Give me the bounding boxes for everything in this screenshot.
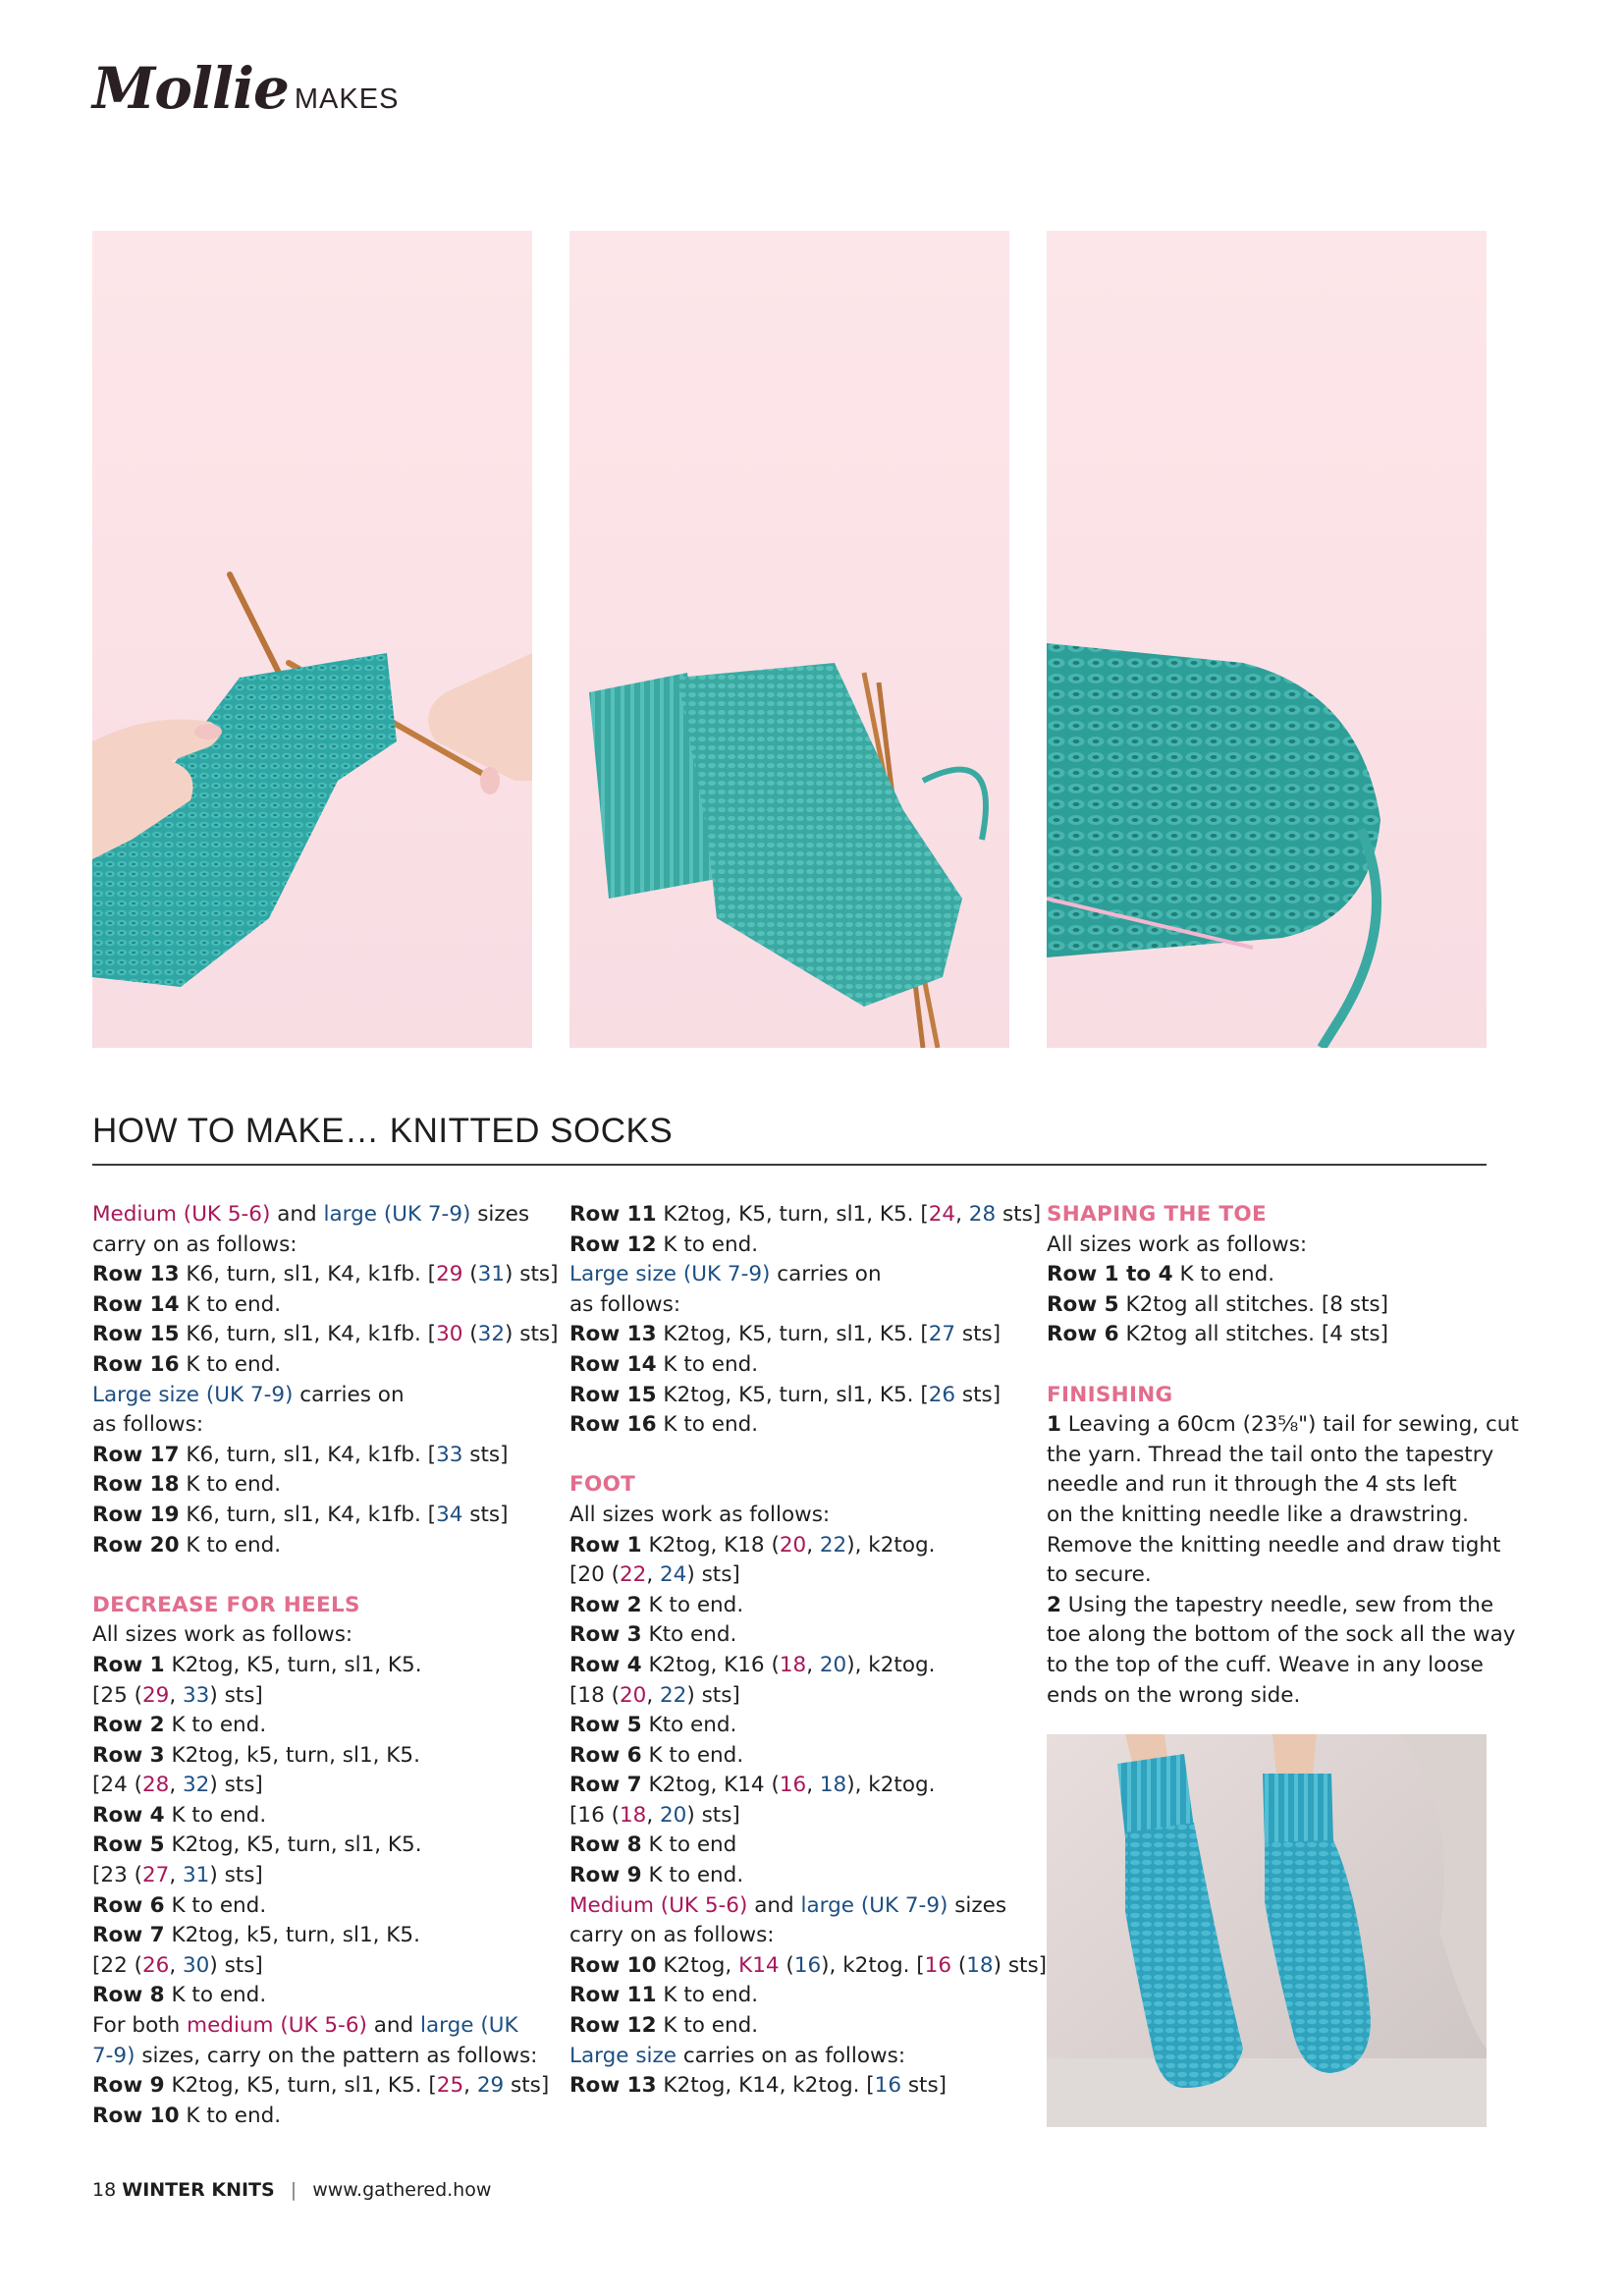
pattern-text: K to end.: [179, 2103, 282, 2128]
pattern-text: K2tog, K5, turn, sl1, K5. [: [656, 1322, 929, 1347]
pattern-text: K to end.: [656, 1351, 759, 1377]
pattern-text: ), k2tog.: [846, 1773, 936, 1798]
pattern-text: 16: [874, 2073, 902, 2099]
pattern-text: K to end.: [164, 1983, 267, 2008]
pattern-text: 22: [819, 1532, 847, 1558]
pattern-line: [569, 1711, 1011, 1741]
row-label: Row 19: [92, 1502, 180, 1527]
pattern-text: ,: [169, 1773, 183, 1798]
pattern-text: sizes: [470, 1202, 530, 1227]
pattern-text: 22: [660, 1682, 687, 1708]
pattern-text: 24: [660, 1562, 687, 1588]
pattern-text: 20: [779, 1532, 807, 1558]
section-heading: [569, 1470, 1011, 1501]
pattern-text: K to end.: [656, 2013, 759, 2039]
pattern-text: K to end.: [656, 1231, 759, 1257]
pattern-line: [1047, 1290, 1489, 1321]
row-label: Row 11: [569, 1202, 657, 1227]
pattern-text: K2tog, k5, turn, sl1, K5.: [164, 1742, 420, 1768]
pattern-line: [92, 1981, 534, 2011]
pattern-text: ,: [169, 1952, 183, 1978]
row-label: Row 6: [1047, 1322, 1119, 1347]
pattern-text: K2tog all stitches. [4 sts]: [1118, 1322, 1388, 1347]
row-label: Row 13: [569, 1322, 657, 1347]
photo-hands-knitting: [92, 231, 532, 1048]
pattern-text: Medium (UK 5-6): [569, 1892, 748, 1918]
pattern-text: All sizes work as follows:: [1047, 1231, 1308, 1257]
pattern-text: ,: [806, 1532, 820, 1558]
heading-text: SHAPING THE TOE: [1047, 1202, 1267, 1227]
pattern-line: [1047, 1681, 1489, 1712]
pattern-line: [92, 1891, 534, 1922]
pattern-line: [569, 1981, 1011, 2011]
pattern-text: K to end.: [641, 1863, 744, 1888]
pattern-text: Large size: [569, 2043, 677, 2068]
pattern-text: K6, turn, sl1, K4, k1fb. [: [179, 1442, 437, 1467]
pattern-text: ), k2tog. [: [821, 1952, 925, 1978]
pattern-line: [1047, 1560, 1489, 1591]
pattern-text: (: [462, 1322, 478, 1347]
pattern-text: large (UK 7-9): [323, 1202, 471, 1227]
pattern-text: 24: [928, 1202, 956, 1227]
pattern-line: [569, 1801, 1011, 1831]
row-label: Row 2: [569, 1592, 642, 1617]
pattern-line: [92, 1711, 534, 1741]
pattern-line: [92, 1951, 534, 1982]
heading-text: FINISHING: [1047, 1382, 1173, 1407]
pattern-text: sizes, carry on the pattern as follows:: [135, 2043, 538, 2068]
pattern-line: [569, 1320, 1011, 1350]
row-label: Row 3: [569, 1622, 642, 1648]
pattern-text: [23 (: [92, 1863, 142, 1888]
pattern-text: ,: [806, 1652, 820, 1677]
pattern-text: 30: [436, 1322, 463, 1347]
pattern-text: K2tog, K14 (: [641, 1773, 780, 1798]
pattern-text: K2tog, K5, turn, sl1, K5. [: [164, 2073, 437, 2099]
row-label: Row 1 to 4: [1047, 1262, 1173, 1287]
pattern-line: [1047, 1620, 1516, 1651]
pattern-text: (: [462, 1262, 478, 1287]
pattern-text: K to end: [641, 1832, 737, 1858]
row-label: Row 16: [92, 1351, 180, 1377]
pattern-text: 32: [477, 1322, 506, 1347]
section-heading: [92, 1591, 534, 1621]
pattern-text: carry on as follows:: [569, 1923, 775, 1948]
pattern-text: 18: [819, 1773, 847, 1798]
pattern-text: Using the tapestry needle, sew from the: [1060, 1592, 1494, 1617]
pattern-text: 18: [779, 1652, 807, 1677]
pattern-text: ,: [806, 1773, 820, 1798]
pattern-line: [569, 1350, 1011, 1381]
pattern-line: [569, 1620, 1011, 1651]
pattern-line: [92, 1470, 534, 1501]
pattern-text: and: [366, 2013, 421, 2039]
pattern-text: 33: [183, 1682, 210, 1708]
row-label: Row 13: [92, 1262, 180, 1287]
pattern-text: ) sts]: [686, 1802, 740, 1828]
pattern-text: [22 (: [92, 1952, 142, 1978]
pattern-text: 32: [183, 1773, 210, 1798]
pattern-text: needle and run it through the 4 sts left: [1047, 1472, 1457, 1498]
pattern-line: [92, 2102, 534, 2132]
photo-feet-wearing-socks: [1047, 1734, 1487, 2127]
pattern-text: K to end.: [179, 1472, 282, 1498]
pattern-line: [569, 2042, 1011, 2072]
pattern-text: on the knitting needle like a drawstring.: [1047, 1502, 1469, 1527]
pattern-line: [92, 1801, 534, 1831]
pattern-text: sts]: [901, 2073, 947, 2099]
row-label: Row 14: [92, 1291, 180, 1317]
pattern-line: [569, 1831, 1011, 1861]
pattern-text: [25 (: [92, 1682, 142, 1708]
pattern-text: ,: [169, 1682, 183, 1708]
row-label: Row 7: [569, 1773, 642, 1798]
pattern-text: K6, turn, sl1, K4, k1fb. [: [179, 1262, 437, 1287]
row-label: Row 18: [92, 1472, 180, 1498]
row-label: Row 12: [569, 1231, 657, 1257]
row-label: Row 4: [92, 1802, 165, 1828]
heading-text: FOOT: [569, 1472, 636, 1498]
page-number: 18: [92, 2179, 117, 2201]
pattern-line: [1047, 1230, 1489, 1261]
pattern-text: ) sts]: [209, 1863, 263, 1888]
pattern-text: K14: [738, 1952, 780, 1978]
pattern-text: 27: [141, 1863, 170, 1888]
pattern-text: K2tog all stitches. [8 sts]: [1118, 1291, 1388, 1317]
pattern-line: [569, 1681, 1011, 1712]
pattern-text: carries on: [293, 1382, 405, 1407]
pattern-line: [569, 1891, 1011, 1922]
pattern-line: [92, 1921, 534, 1951]
pattern-text: sts]: [504, 2073, 550, 2099]
section-heading: [1047, 1200, 1489, 1230]
pattern-text: K2tog, K5, turn, sl1, K5. [: [656, 1202, 929, 1227]
pattern-text: All sizes work as follows:: [92, 1622, 353, 1648]
pattern-line: [569, 1200, 1042, 1230]
row-label: Row 9: [569, 1863, 642, 1888]
pattern-text: 34: [436, 1502, 463, 1527]
row-label: Row 1: [92, 1652, 165, 1677]
row-label: Row 10: [569, 1952, 657, 1978]
pattern-line: [92, 1531, 534, 1561]
pattern-text: the yarn. Thread the tail onto the tapestry: [1047, 1442, 1494, 1467]
pattern-text: K2tog, K5, turn, sl1, K5.: [164, 1652, 422, 1677]
pattern-text: ) sts]: [505, 1262, 559, 1287]
brand-logo: [92, 55, 399, 122]
row-label: Row 20: [92, 1532, 180, 1558]
pattern-text: and: [747, 1892, 801, 1918]
pattern-text: K to end.: [1172, 1262, 1275, 1287]
pattern-line: [92, 1741, 534, 1772]
pattern-text: ,: [646, 1562, 660, 1588]
pattern-text: K2tog, k5, turn, sl1, K5.: [164, 1923, 420, 1948]
pattern-line: [569, 1501, 1011, 1531]
pattern-line: [92, 1681, 534, 1712]
pattern-line: [569, 1741, 1011, 1772]
pattern-text: 20: [660, 1802, 687, 1828]
pattern-line: [1047, 1410, 1519, 1441]
row-label: Row 16: [569, 1412, 657, 1438]
pattern-text: carries on: [770, 1262, 882, 1287]
pattern-line: [1047, 1441, 1494, 1471]
pattern-line: [92, 1350, 534, 1381]
pattern-text: 18: [619, 1802, 647, 1828]
pattern-line: [92, 1381, 534, 1411]
pattern-line: [92, 1260, 559, 1290]
pattern-text: (: [779, 1952, 794, 1978]
pattern-text: 20: [819, 1652, 847, 1677]
pattern-text: sts]: [955, 1382, 1001, 1407]
row-label: Row 12: [569, 2013, 657, 2039]
row-label: Row 15: [92, 1322, 180, 1347]
pattern-line: [92, 2071, 550, 2102]
pattern-line: [1047, 1470, 1489, 1501]
row-label: Row 6: [569, 1742, 642, 1768]
pattern-line: [92, 1620, 534, 1651]
pattern-line: [92, 1290, 534, 1321]
row-label: 2: [1047, 1592, 1061, 1617]
pattern-text: sts]: [462, 1502, 509, 1527]
pattern-line: [569, 1560, 1011, 1591]
row-label: Row 1: [569, 1532, 642, 1558]
pattern-text: sts]: [462, 1442, 509, 1467]
pattern-text: 18: [966, 1952, 994, 1978]
row-label: Row 14: [569, 1351, 657, 1377]
pattern-line: [92, 2042, 538, 2072]
row-label: Row 8: [569, 1832, 642, 1858]
pattern-text: 29: [476, 2073, 505, 2099]
pattern-text: 26: [928, 1382, 956, 1407]
pattern-line: [1047, 1531, 1501, 1561]
pattern-text: K to end.: [179, 1532, 282, 1558]
pattern-line: [1047, 1591, 1494, 1621]
pattern-line: [92, 1320, 559, 1350]
row-label: Row 11: [569, 1983, 657, 2008]
pattern-text: ,: [463, 2073, 477, 2099]
pattern-text: All sizes work as follows:: [569, 1502, 831, 1527]
pattern-text: ,: [646, 1802, 660, 1828]
pattern-text: K2tog,: [656, 1952, 739, 1978]
pattern-line: [569, 1381, 1011, 1411]
pattern-text: 25: [436, 2073, 464, 2099]
pattern-text: 22: [619, 1562, 647, 1588]
row-label: Row 3: [92, 1742, 165, 1768]
pattern-text: 16: [793, 1952, 822, 1978]
pattern-text: K to end.: [656, 1412, 759, 1438]
section-heading: [1047, 1381, 1489, 1411]
pattern-text: ) sts]: [686, 1562, 740, 1588]
pattern-line: [569, 1771, 1011, 1801]
pattern-text: ) sts]: [993, 1952, 1048, 1978]
pattern-text: [18 (: [569, 1682, 620, 1708]
pattern-text: Leaving a 60cm (23⅝") tail for sewing, cut: [1060, 1412, 1519, 1438]
pattern-line: [92, 1200, 534, 1230]
pattern-line: [569, 1260, 1011, 1290]
page-footer: [92, 2179, 491, 2201]
pattern-line: [569, 1951, 1048, 1982]
pattern-text: ) sts]: [209, 1952, 263, 1978]
row-label: Row 13: [569, 2073, 657, 2099]
pattern-text: K to end.: [164, 1802, 267, 1828]
pattern-text: 27: [928, 1322, 956, 1347]
column-3: [1047, 1200, 1519, 1711]
pattern-text: K to end.: [641, 1742, 744, 1768]
pattern-text: medium (UK 5-6): [187, 2013, 367, 2039]
column-1: [92, 1200, 559, 2131]
pattern-text: K to end.: [164, 1892, 267, 1918]
pattern-text: to the top of the cuff. Weave in any loose: [1047, 1652, 1484, 1677]
pattern-text: sizes: [947, 1892, 1007, 1918]
pattern-text: ,: [955, 1202, 969, 1227]
pattern-line: [569, 2011, 1011, 2042]
pattern-text: 7-9): [92, 2043, 135, 2068]
pattern-text: 31: [477, 1262, 506, 1287]
pattern-text: [20 (: [569, 1562, 620, 1588]
pattern-text: [16 (: [569, 1802, 620, 1828]
pattern-text: 16: [779, 1773, 807, 1798]
pattern-text: ) sts]: [505, 1322, 559, 1347]
row-label: Row 5: [1047, 1291, 1119, 1317]
paragraph-gap: [569, 1441, 1011, 1471]
pattern-line: [569, 1921, 1011, 1951]
title-rule: [92, 1164, 1487, 1166]
pattern-text: K2tog, K16 (: [641, 1652, 780, 1677]
pattern-text: as follows:: [92, 1412, 204, 1438]
pattern-text: K2tog, K18 (: [641, 1532, 780, 1558]
paragraph-gap: [92, 1560, 534, 1591]
row-label: Row 4: [569, 1652, 642, 1677]
pattern-text: large (UK: [420, 2013, 518, 2039]
pattern-line: [569, 1230, 1011, 1261]
pattern-text: K6, turn, sl1, K4, k1fb. [: [179, 1502, 437, 1527]
pattern-text: K2tog, K5, turn, sl1, K5.: [164, 1832, 422, 1858]
pattern-text: large (UK 7-9): [800, 1892, 948, 1918]
pattern-line: [1047, 1260, 1489, 1290]
row-label: Row 8: [92, 1983, 165, 2008]
footer-url: www.gathered.how: [312, 2179, 492, 2201]
pattern-line: [569, 1410, 1011, 1441]
pattern-line: [92, 1861, 534, 1891]
pattern-text: ,: [646, 1682, 660, 1708]
brand-makes: MAKES: [294, 83, 400, 115]
pattern-text: 29: [436, 1262, 463, 1287]
pattern-line: [569, 2071, 1011, 2102]
pattern-text: ,: [169, 1863, 183, 1888]
pattern-text: K6, turn, sl1, K4, k1fb. [: [179, 1322, 437, 1347]
row-label: Row 10: [92, 2103, 180, 2128]
pattern-text: K to end.: [179, 1351, 282, 1377]
pattern-text: 30: [183, 1952, 210, 1978]
pattern-text: K to end.: [179, 1291, 282, 1317]
paragraph-gap: [1047, 1350, 1489, 1381]
pattern-text: Remove the knitting needle and draw tight: [1047, 1532, 1501, 1558]
column-2: [569, 1200, 1048, 2102]
pattern-line: [1047, 1320, 1489, 1350]
pattern-line: [1047, 1651, 1489, 1681]
pattern-line: [92, 1441, 534, 1471]
pattern-text: 20: [619, 1682, 647, 1708]
row-label: Row 15: [569, 1382, 657, 1407]
pattern-text: carries on as follows:: [677, 2043, 906, 2068]
page-title: HOW TO MAKE… KNITTED SOCKS: [92, 1112, 674, 1150]
pattern-text: Kto end.: [641, 1622, 737, 1648]
pattern-text: Medium (UK 5-6): [92, 1202, 271, 1227]
pattern-line: [569, 1290, 1011, 1321]
pattern-text: sts]: [996, 1202, 1042, 1227]
pattern-text: ), k2tog.: [846, 1652, 936, 1677]
pattern-text: [24 (: [92, 1773, 142, 1798]
pattern-text: ), k2tog.: [846, 1532, 936, 1558]
row-label: Row 5: [92, 1832, 165, 1858]
pattern-text: 16: [924, 1952, 952, 1978]
pattern-text: 31: [183, 1863, 210, 1888]
pattern-line: [92, 1771, 534, 1801]
pattern-line: [569, 1861, 1011, 1891]
pattern-text: Large size (UK 7-9): [569, 1262, 771, 1287]
pattern-text: toe along the bottom of the sock all the way: [1047, 1622, 1516, 1648]
pattern-text: (: [951, 1952, 967, 1978]
magazine-name: WINTER KNITS: [122, 2179, 275, 2201]
pattern-text: ends on the wrong side.: [1047, 1682, 1301, 1708]
pattern-text: carry on as follows:: [92, 1231, 298, 1257]
row-label: Row 17: [92, 1442, 180, 1467]
row-label: Row 2: [92, 1713, 165, 1738]
pattern-line: [92, 1230, 534, 1261]
pattern-line: [92, 1410, 534, 1441]
row-label: Row 7: [92, 1923, 165, 1948]
pattern-text: and: [270, 1202, 324, 1227]
photo-sock-on-needles: [569, 231, 1009, 1048]
pattern-text: 33: [436, 1442, 463, 1467]
pattern-text: ) sts]: [209, 1773, 263, 1798]
row-label: Row 6: [92, 1892, 165, 1918]
pattern-line: [92, 1651, 534, 1681]
pattern-line: [569, 1531, 1011, 1561]
pattern-line: [569, 1651, 1011, 1681]
pattern-text: For both: [92, 2013, 188, 2039]
pattern-text: K to end.: [641, 1592, 744, 1617]
pattern-line: [92, 1501, 534, 1531]
brand-script: Mollie: [92, 55, 289, 122]
row-label: 1: [1047, 1412, 1061, 1438]
pattern-line: [92, 2011, 534, 2042]
pattern-text: Kto end.: [641, 1713, 737, 1738]
pattern-line: [569, 1591, 1011, 1621]
row-label: Row 5: [569, 1713, 642, 1738]
pattern-text: sts]: [955, 1322, 1001, 1347]
pattern-text: K to end.: [164, 1713, 267, 1738]
pattern-text: ) sts]: [686, 1682, 740, 1708]
row-label: Row 9: [92, 2073, 165, 2099]
pattern-text: 26: [141, 1952, 170, 1978]
heading-text: DECREASE FOR HEELS: [92, 1592, 360, 1617]
pattern-line: [92, 1831, 534, 1861]
pattern-text: K2tog, K14, k2tog. [: [656, 2073, 875, 2099]
pattern-text: K2tog, K5, turn, sl1, K5. [: [656, 1382, 929, 1407]
pattern-line: [1047, 1501, 1489, 1531]
pattern-text: to secure.: [1047, 1562, 1152, 1588]
pattern-text: 28: [968, 1202, 997, 1227]
pattern-text: K to end.: [656, 1983, 759, 2008]
footer-separator: |: [290, 2179, 298, 2201]
pattern-text: ) sts]: [209, 1682, 263, 1708]
pattern-text: Large size (UK 7-9): [92, 1382, 294, 1407]
photo-sock-toe-closeup: [1047, 231, 1487, 1048]
pattern-text: as follows:: [569, 1291, 681, 1317]
pattern-text: 29: [141, 1682, 170, 1708]
pattern-text: 28: [141, 1773, 170, 1798]
